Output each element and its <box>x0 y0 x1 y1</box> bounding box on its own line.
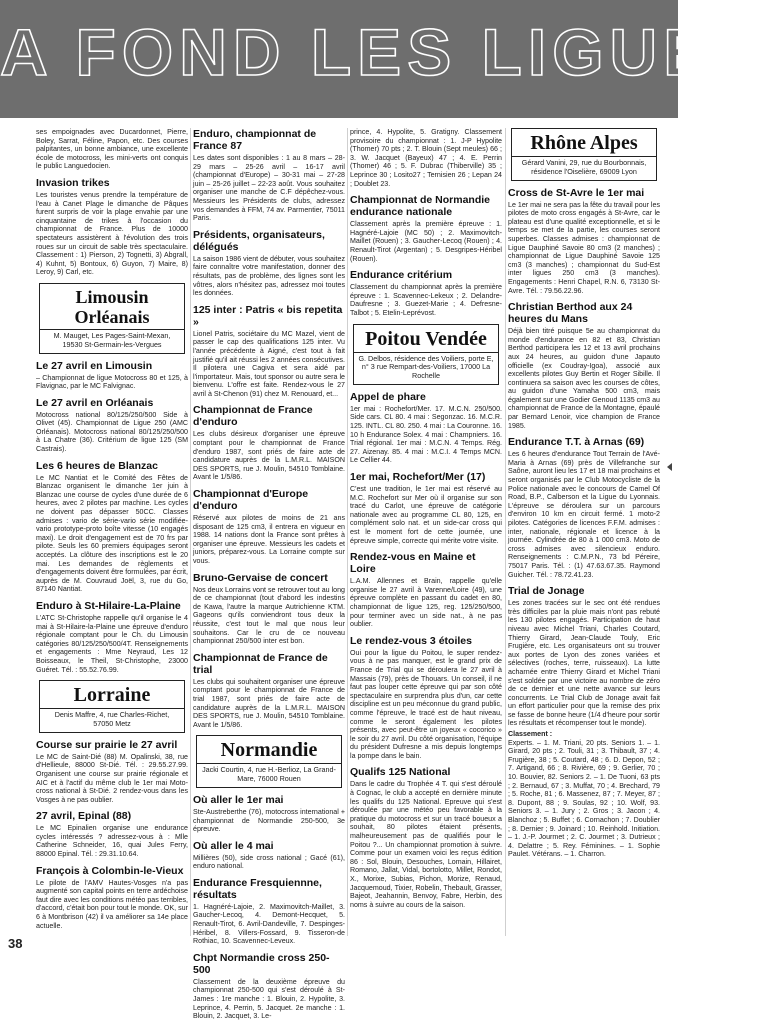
column-rule <box>347 128 348 936</box>
league-box-normandie <box>196 735 342 788</box>
league-name: Normandie <box>197 736 341 764</box>
column-2 <box>193 128 345 1023</box>
heading-francois: François à Colombin-le-Vieux <box>36 864 184 877</box>
league-name: Poitou Vendée <box>354 325 498 353</box>
banner <box>0 0 763 118</box>
classement-body: Experts. – 1. M. Triani, 20 pts. Seniors 1. – 1. Girard, 20 pts ; 2. Touli, 31 ; 3. Thibault, 37 ; 4. Frugière, 38 ; 5. Coutard, 48 ; 6. D. Depon, 52 ; 7. Artigand, 66 ; 8. Rivière, 69 ; 9. Gerlier, 70 ; 10. Bouvier, 82. Seniors 2. – 1. De Tuoni, 63 pts ; 2. Bernaud, 67 ; 3. Muffat, 70 ; 4. Brechard, 79 ; 5. Roche, 81 ; 6. Massenez, 87 ; 7. Meyer, 87 ; 8. Dupont, 88 ; 9. Soulas, 92 ; 10. Wolf, 93. Seniors 3. – 1. Jury ; 2. Gros ; 3. Jacon ; 4. Blanchoz ; 5. Buffet ; 6. Cornachon ; 7. Doublier ; 8. Dernier ; 9. Joinard ; 10. Reinhold. Initiation. – 1. J.-P. Jourmet ; 2. C. Jourmet ; 3. Dutrieux ; 4. Delattre ; 5. Rey. Féminines. – 1. Sophie Paulet. Vétérans. – 1. Charron. <box>508 738 660 859</box>
league-address: Denis Maffre, 4, rue Charles-Richet, 57050 Metz <box>54 710 170 728</box>
heading-epinal: 27 avril, Epinal (88) <box>36 810 132 823</box>
body-enduro-st-hilaire: L'ATC St-Christophe rappelle qu'il organise le 4 mai à St-Hilaire-la-Plaine une épreuve d'enduro régionale comptant pour le Ch. du Limousin catégories 80/125/250/500/4T. Renseignements et engagements : Mme Neyraud, Les 12 Boisseaux, le Theil, St-Christophe, 23000 Guéret. Tél. : 55.52.76.99. <box>36 613 188 674</box>
body-presidents: La saison 1986 vient de débuter, vous souhaitez faire connaître votre manifestation, donner des résultats, pas de problème, des lignes sont les vôtres, alors n'hésitez pas, adressez moi toutes les données. <box>193 254 345 298</box>
body-appel-phare: 1er mai : Rochefort/Mer. 17. M.C.N. 250/500. Side cars. CL 80. 4 mai : Segonzac. 16. M.C.R. 125. INTL. CL 80. 250. 4 mai : La Couronne. 16. 10 h Endurance Solex. 4 mai : Champniers. 16. Trial régional. 1er mai : M.C.N. 4 Temps. Rég. 27. Aizenay. 85. 4 mai : M.C.I. 4 Temps MCN. Le Cellier 44. <box>350 404 502 465</box>
body-1-mai: Ste-Austreberthe (76), motocross international + championnat de Normandie 250-500, 3e épreuve. <box>193 807 345 834</box>
heading-qualifs: Qualifs 125 National <box>350 766 451 779</box>
body-qualifs: Dans le cadre du Trophée 4 T. qui s'est déroulé à Cognac, le club a accepté en dernière minute les qualifs du 125 National. Epreuve qui s'est déroulée par une météo peu favorable à la pratique du motocross et sur un tracé boueux a souhait, 80 pilotes étaient présents, malheureusement pas de qualifiés pour le Poitou ?... Un championnat promotion à suivre. Comme pour un examen voici les reçus édition 86 : Sol, Blouin, Desouches, Lomain, Hillairet, Romano, Jallat, Vidal, bortolotto, Millet, Rondot, X., Morixe, Subias, Pichon, Morize, Renaud, Jacquemoud, Tixier, Robelin, Thebault, Grasser, Bajeot, Jeahannin, Benvoy, Fabre, Herbin, des noms à suivre au cours de la saison. <box>350 780 502 909</box>
heading-chpt-normandie: Chpt Normandie cross 250-500 <box>193 951 330 976</box>
heading-appel-phare: Appel de phare <box>350 390 426 403</box>
heading-limousin: Le 27 avril en Limousin <box>36 359 153 372</box>
league-name: Limousin Orléanais <box>40 284 184 330</box>
body-4-mai: Millières (50), side cross national ; Gacé (61), enduro national. <box>193 853 345 871</box>
body-bruno-gervaise: Nos deux Lorrains vont se retrouver tout au long de ce championnat (tout d'abord les indestins de Kawa, l'autre la marque Autrichienne KTM. Gageons qu'ils conviendront tous deux la réussite, c'est tout le mal que nous leur souhaitons. Car le cru de ce nouveau championnat 250/500 inter est bon. <box>193 585 345 646</box>
league-address: G. Delbos, résidence des Voiliers, porte E, n° 3 rue Rempart-des-Voiliers, 17000 La Rochelle <box>358 353 494 381</box>
heading-arnas: Endurance T.T. à Arnas (69) <box>508 436 645 449</box>
column-rule <box>505 128 506 936</box>
heading-champ-enduro: Championnat de France d'enduro <box>193 404 313 429</box>
body-st-avre: Le 1er mai ne sera pas la fête du travail pour les pilotes de moto cross engagés à St-Avre, car le plateau est d'une qualité exceptionnelle, et si le temps se met de la partie, les courses seront superbes. Classes admises : championnat de Ligue Dauphiné Savoie 80 cm3 (2 manches) ; championnat de Ligue Dauphiné Savoie 125 cm3 (3 manches) ; championnat du Sud-Est inter ligues 250 cm3 (3 manches). Engagements : Henri Chapel, R.N. 6, 73130 St-Avre. Tél. : 79.56.22.96. <box>508 200 660 295</box>
league-box-limousin <box>39 283 185 354</box>
league-name: Rhône Alpes <box>512 129 656 157</box>
body-blanzac: Le MC Nantiat et le Comité des Fêtes de Blanzac organisent le dimanche 1er juin à Blanzac une course de cycles d'une durée de 6 heures, avec 2 pilotes par machine. Les cycles ne doivent pas dépasser 50CC. Classes admises : vario de série-vario série modifiée-vario prototype-proto boîte vitesse (10 engagés maxi). Le droit d'engagement est de 70 frs par pilote. Seuls les 60 premiers équipages seront acceptés. La clôture des inscriptions est le 20 mai. Les demandes de règlements et d'engagements doivent être formulées, par écrit, auprès de M. Couvraud Joël, 3, rue du Go, 87140 Nantiat. <box>36 473 188 594</box>
body-europe-enduro: Réservé aux pilotes de moins de 21 ans disposant de 125 cm3, il entrera en vigueur en 1988. 14 nations dont la France sont prêtes à organiser une épreuve. Messieurs les cadets et juniors, préparez-vous. La Lorraine compte sur vous. <box>193 514 345 565</box>
heading-orleanais: Le 27 avril en Orléanais <box>36 396 154 409</box>
league-address: Gérard Vanini, 29, rue du Bourbonnais, résidence l'Oiselière, 69009 Lyon <box>521 158 647 176</box>
heading-jonage: Trial de Jonage <box>508 585 585 598</box>
league-box-lorraine <box>39 680 185 733</box>
body-trial: Les clubs qui souhaitent organiser une épreuve comptant pour le championnat de France de trial 1987, sont priés de faire acte de candidature auprès de la L.M.R.L. MAISON DES SPORTS, rue J. Moulin, 54510 Tomblaine. Avant le 1/5/86. <box>193 677 345 729</box>
body-berthod: Déjà bien titré puisque 5e au championnat du monde d'endurance en 82 et 83, Christian Berthod participera les 12 et 13 avril prochains aux 24 heures, au guidon d'une Japauto officielle (ex Coudray-Igoa), associé aux excellents pilotes Guy Bertin et Roger Sibille. Il continuera sa saison avec les courses de côtes, au guidon d'une Yamaha 500 cm3, mais également sur une Godier Genoud 1135 cm3 au championnat de France de la Montagne, épaulé par Bernard Lenoir, vice champion de France 1985. <box>508 327 660 430</box>
body-rochefort: C'est une tradition, le 1er mai est réservé au M.C. Rochefort sur Mer où il organise sur son tracé du Carlot, une épreuve de catégorie nationale avec au programme CL 80, 125, en complément solo nat. et un side-car cross qui est le moment fort de cette journée, une épreuve simple, correcte qui mérite votre visite. <box>350 485 502 545</box>
heading-enduro-cf87: Enduro, championnat de France 87 <box>193 128 317 152</box>
heading-st-avre: Cross de St-Avre le 1er mai <box>508 186 645 199</box>
body-chpt-normandie: Classement de la deuxième épreuve du championnat 250-500 qui s'est déroulé à St-James : 1re manche : 1. Blouin, 2. Hypolite, 3. Leprince, 4. Perrin, 5. Jacquet. 2e manche : 1. Blouin, 2. Jacquet, 3. Le- <box>193 977 345 1021</box>
body-maine-loire: L.A.M. Allennes et Brain, rappelle qu'elle organise le 27 avril à Varenne/Loire (49), une épreuve complète en passant du cadet en 80, championnat de ligue 125, reg. 125/250/500, pour terminer avec un side nat., à ne pas oublier. <box>350 577 502 629</box>
body-jonage: Les zones tracées sur le sec ont été rendues très difficiles par la pluie mais n'ont pas rebuté les 130 pilotes engagés. Participation de haut niveau avec Michel Triani, Charles Coutard, Thierry Girard, Jean-Claude Touly, Eric Frugière, etc. Les organisateurs ont su trouver aux portes de Lyon des zones variées et sélectives (roches, terre, ruisseaux). La lutte acharnée entre Thierry Girard et Michel Triani s'est soldée par une victoire au nombre de zéro de ce dernier et une nette avance sur leurs concurrents. Le Trial Club de Jonage avait fait un effort particulier pour que la remise des prix se fasse de bonne heure (1/4 d'heure pour sortir les résultats et récompenser tout le monde). <box>508 599 660 728</box>
body-arnas: Les 6 heures d'endurance Tout Terrain de l'Avé-Maria à Arnas (69) près de Villefranche sur Saône, auront lieu les 17 et 18 mai prochains et seront organisés par le Club Motocycliste de la Police nationale avec le concours de Camel Of Road, B.P., Calberson et la Ligue du Lyonnais. L'épreuve se déroulera sur un parcours d'environ 10 km en circuit fermé. 1 moto-2 pilotes. Catégories de licences F.F.M. admises : inter, nationale, régionale et licence à la journée. Cylindrée de 80 à 1 000 cm3. Moto de cross admises avec silencieux enduro. Renseignements : C.M.P.N., 73 bd Péreire, 75017 Paris. Tél. : (1) 47.63.67.35. Raymond Guicher. Tél. : 78.72.41.23. <box>508 450 660 579</box>
league-box-poitou <box>353 324 499 385</box>
heading-criterium: Endurance critérium <box>350 269 453 282</box>
column-rule <box>190 128 191 936</box>
intro-text: ses empoignades avec Ducardonnet, Pierre, Boley, Sarrat, Féline, Papon, etc. Des courses palpitantes, un bonne ambiance, une excellente école de motocross, les mini-verts ont conquis le public Languedocien. <box>36 128 188 171</box>
column-4 <box>508 128 660 861</box>
body-fresquienne: 1. Hagnéré-Lajoie, 2. Maximovitch-Maillet, 3. Gaucher-Lecoq, 4. Demont-Hecquet, 5. Renault-Tirot, 6. Avril-Dandeville, 7. Despinges-Héribel, 8. Villers-Fossard, 9. Tisseron-de Rothiac, 10. Scavennec-Leveux. <box>193 902 345 946</box>
heading-maine-loire: Rendez-vous en Maine et Loire <box>350 551 476 576</box>
league-address: Jacki Courtin, 4, rue H.-Berlioz, La Grand-Mare, 76000 Rouen <box>202 765 336 784</box>
body-enduro-cf87: Les dates sont disponibles : 1 au 8 mars – 28-29 mars – 25-26 avril – 16-17 avril (championnat d'Europe) – 30-31 mai – 27-28 juin – 25-26 juillet – 22-23 août. Vous souhaitez organiser une manche de C.F dépêchez-vous. Messieurs les Présidents de clubs, adressez vos demandes à FFM, 74 av. Parmentier, 75011 Paris. <box>193 154 345 223</box>
heading-fresquienne: Endurance Fresquiennne, résultats <box>193 876 322 901</box>
heading-berthod: Christian Berthod aux 24 heures du Mans <box>508 301 633 326</box>
league-address: M. Mauget, Les Pages-Saint-Mexan, 19530 St-Germain-les-Vergues <box>53 330 171 349</box>
league-name: Lorraine <box>40 681 184 709</box>
heading-125-inter: 125 inter : Patris « bis repetita » <box>193 303 343 328</box>
heading-presidents: Présidents, organisateurs, délégués <box>193 228 325 253</box>
heading-rochefort: 1er mai, Rochefort/Mer (17) <box>350 471 486 484</box>
body-3-etoiles: Oui pour la ligue du Poitou, le super rendez-vous à ne pas manquer, est le grand prix de France de Trial qui se déroulera le 27 avril à Massais (79), près de Thouars. Un conseil, il ne faut pas louper cette épreuve qui par son côté spectaculaire en surprendra plus d'un, car cette discipline est un peu méconnue du grand public, comme l'épreuve, le tracé est de haut niveau, comme le seront également les pilotes présents, avec peut-être un joyeux « cocorico » le soir du 27 avril. Du côté organisation, l'équipe du président Dufresne a mis depuis longtemps la pompe dans le bain. <box>350 648 502 760</box>
heading-4-mai: Où aller le 4 mai <box>193 839 274 852</box>
heading-3-etoiles: Le rendez-vous 3 étoiles <box>350 634 472 647</box>
column-3 <box>350 128 502 911</box>
article-page <box>36 128 660 1021</box>
body-criterium: Classement du championnat après la première épreuve : 1. Scavennec-Lekeux ; 2. Delandre-Daufresne ; 3. Guezet-Marie ; 4. Defresne-Talbot ; 5. Etelin-Leprévost. <box>350 283 502 317</box>
column-1 <box>36 128 188 932</box>
classement-heading: Classement : <box>508 730 553 739</box>
heading-trial: Championnat de France de trial <box>193 651 328 676</box>
league-box-rhone-alpes <box>511 128 657 181</box>
heading-normandie-endurance: Championnat de Normandie endurance nationale <box>350 194 491 219</box>
body-course-prairie: Le MC de Saint-Dié (88) M. Opalinski, 38, rue d'Hellieule, 88000 St-Dié. Tél. : 29.55.27.99. Organisent une course sur prairie régionale et AIC et à l'actif du même club le 1er mai Moto-cross national à St-Dié. 2 rendez-vous dans les Vosges à ne pas oublier. <box>36 752 188 804</box>
body-champ-enduro: Les clubs désireux d'organiser une épreuve comptant pour le championnat de France d'enduro 1987, sont priés de faire acte de candidature auprès de la L.M.R.L. MAISON DES SPORTS, rue J. Moulin, 54510 Tomblaine. Avant le 1/5/86. <box>193 430 345 482</box>
body-125-inter: Lionel Patris, sociétaire du MC Mazel, vient de passer le cap des qualifications 125 inter. Vu l'année précédente à Aigné, c'est tout à fait justifié qu'il ait réussi les 2 années consécutives. Il pilotera une Cagiva et sera aidé par l'importateur. Mais, tout sponsor ou autre sera le bienvenu. L'offre est faite. Rendez-vous le 27 avril à St-Chenon (91) chez M. Renouard, et... <box>193 329 345 398</box>
heading-invasion: Invasion trikes <box>36 176 110 189</box>
body-normandie-endurance: Classement après la première épreuve : 1. Hagnéré-Lajoie (MC 50) ; 2. Maximovitch-Maillet (Rouen) ; 3. Gaucher-Lecoq (Rouen) ; 4. Renault-Tirot (Argentan) ; 5. Desgripes-Héribel (Rouen). <box>350 220 502 263</box>
body-francois: Le pilote de l'AMV Hautes-Vosges n'a pas augmenté son capital points en terre ardéchoise faut dire avec les conditions météo pas terribles, d'accord, c'était bon pour tout le monde. OK, sur 6 à Montbrison (42) il va améliorer sa 14e place actuelle. <box>36 878 188 930</box>
heading-1-mai: Où aller le 1er mai <box>193 793 284 806</box>
margin-mark-icon <box>666 462 674 472</box>
heading-bruno-gervaise: Bruno-Gervaise de concert <box>193 571 328 584</box>
heading-enduro-st-hilaire: Enduro à St-Hilaire-La-Plaine <box>36 599 181 612</box>
banner-title: A FOND LES LIGUES <box>0 15 763 89</box>
page-number: 38 <box>8 936 23 951</box>
heading-course-prairie: Course sur prairie le 27 avril <box>36 738 178 751</box>
heading-blanzac: Les 6 heures de Blanzac <box>36 459 158 472</box>
body-continued: prince, 4. Hypolite, 5. Gratigny. Classement provisoire du championnat : 1. J-P Hypolite (Thomer) 70 pts ; 2. T. Blouin (Sept meules) 66 ; 3. W. Jacquet (Bayeux) 47 ; 4. E. Perrin (Thomer) 46 ; 5. F. Dubrac (Thiberville) 35 ; Leprince 30 ; Losito27 ; Ternisien 26 ; Lepan 24 ; Doublet 23. <box>350 128 502 188</box>
body-limousin: – Championnat de ligue Motocross 80 et 125, à Flavignac, par le MC Falvignac. <box>36 373 188 391</box>
body-orleanais: Motocross national 80/125/250/500 Side à Olivet (45). Championnat de Ligue 250 (AMC Orléanais). Motocross national 80/125/250/500 à La Chatre (36). Critérium de ligue 125 (SM Castrais). <box>36 410 188 454</box>
body-invasion: Les touristes venus prendre la température de l'eau à Canet Plage le dimanche de Pâques furent surpris de voir la plage envahie par une cinquantaine de trikes à l'occasion du championnat de France. Plus de 10000 spectateurs assistèrent à l'évolution des trois roues sur un circuit de sable très spectaculaire. Classement : 1) Pierson, 2) Tognetti, 3) Abgrall, 4) Kuhnt, 5) Bontoux, 6) Guyon, 7) Maire, 8) Leroy, 9) Carl, etc. <box>36 190 188 277</box>
heading-europe-enduro: Championnat d'Europe d'enduro <box>193 488 309 513</box>
body-epinal: Le MC Epinalien organise une endurance cycles intéressés ? adressez-vous à : Mlle Catherine Schneider, 16, quai Jules Ferry, 88000 Epinal. Tél. : 29.31.10.64. <box>36 824 188 859</box>
